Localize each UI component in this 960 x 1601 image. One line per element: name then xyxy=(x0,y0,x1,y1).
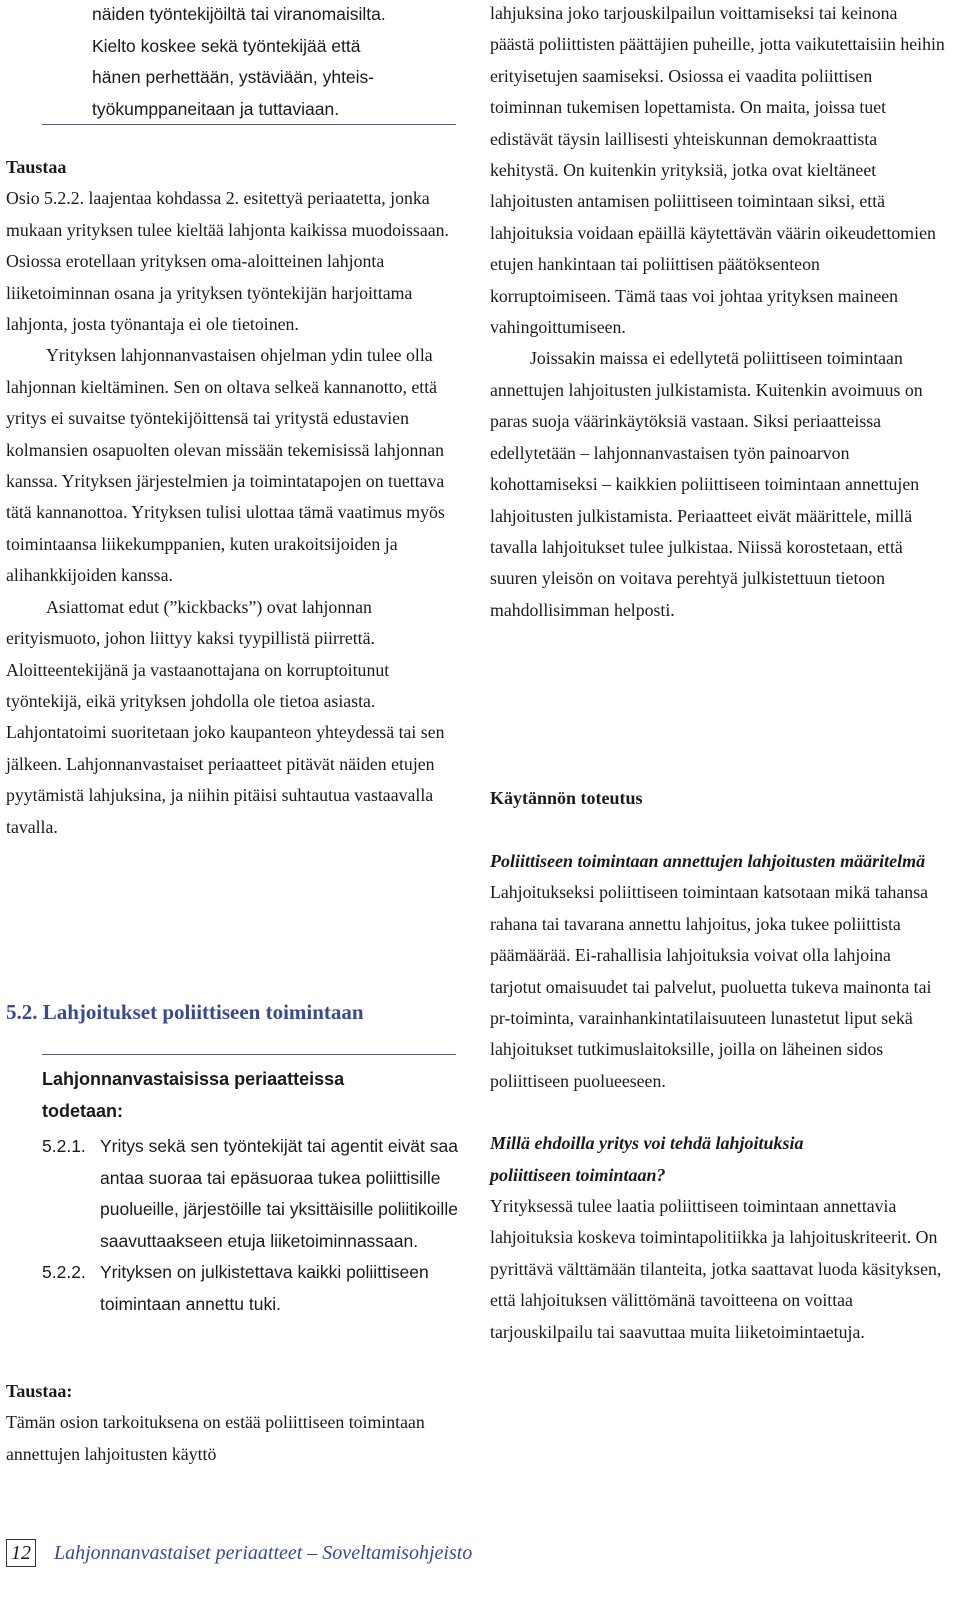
left-body xyxy=(6,152,458,843)
top-box-line: työkumppaneitaan ja tuttaviaan. xyxy=(92,98,340,119)
left-paragraph-2: Yrityksen lahjonnanvastaisen ohjelman ydin tulee olla lahjonnan kieltäminen. Sen on oltava selkeä kannanotto, että yritys ei suvaitse työntekijöittensä tai yritystä edustavien kolmansien osapuolten olevan missään tekemisissä lahjonnan kanssa. Yrityksen järjestelmien ja toimintatapojen on tuettava tätä kannanottoa. Yrityksen tulisi ulottaa tämä vaatimus myös toimintaansa liikekumppanien, kuten urakoitsijoiden ja alihankkijoiden kanssa. xyxy=(6,345,445,586)
principle-item-text: Yrityksen on julkistettava kaikki poliittiseen toimintaan annettu tuki. xyxy=(100,1262,429,1314)
conditions-subheading: Millä ehdoilla yritys voi tehdä lahjoituksia poliittiseen toimintaan? xyxy=(490,1133,804,1185)
section-rule xyxy=(42,1054,456,1055)
principle-item-number: 5.2.1. xyxy=(42,1136,86,1156)
right-paragraph-2: Joissakin maissa ei edellytetä poliittiseen toimintaan annettujen lahjoitusten julkistamista. Kuitenkin avoimuus on paras suoja väärinkäytöksiä vastaan. Siksi periaatteissa edellytetään – lahjonnanvastaisen työn painoarvon kohottamiseksi – kaikkien poliittiseen toimintaan annettujen lahjoitusten julkistamista. Periaatteet eivät määrittele, millä tavalla lahjoitukset tulee julkistaa. Niissä korostetaan, että suuren yleisön on voitava perehtyä julkistettuun tietoon mahdollisimman helposti. xyxy=(490,348,923,620)
principle-item-text: Yritys sekä sen työntekijät tai agentit eivät saa antaa suoraa tai epäsuoraa tukea poliittisille puolueille, järjestöille tai yksittäisille poliitikoille saavuttaakseen etuja liiketoiminnassaan. xyxy=(100,1136,458,1251)
right-paragraph-1: lahjuksina joko tarjouskilpailun voittamiseksi tai keinona päästä poliittisten päättäjien puheille, jotta vaikutettaisiin heihin erityisetujen saamiseksi. Osiossa ei vaadita poliittisen toiminnan tukemisen lopettamista. On maita, joissa tuet edistävät täysin laillisesti yhteiskunnan demokraattista kehitystä. On kuitenkin yrityksiä, jotka ovat kieltäneet lahjoitusten antamisen poliittiseen toimintaan siksi, että lahjoituksia voidaan epäillä käytettävän väärin oikeudettomien etujen hankintaan tai poliittisen päätöksenteon korruptoimiseen. Tämä taas voi johtaa yrityksen maineen vahingoittumiseen. xyxy=(490,3,945,338)
principle-item-number: 5.2.2. xyxy=(42,1262,86,1282)
taustaa-heading-2: Taustaa: xyxy=(6,1381,73,1401)
right-body xyxy=(490,0,945,626)
kaytannon-toteutus-heading: Käytännön toteutus xyxy=(490,788,643,808)
left-paragraph-1: Osio 5.2.2. laajentaa kohdassa 2. esitettyä periaatetta, jonka mukaan yrityksen tulee kieltää lahjonta kaikissa muodoissaan. Osiossa erotellaan yrityksen oma-aloitteinen lahjonta liiketoiminnan osana ja yrityksen työntekijän harjoittama lahjonta, josta työnantaja ei ole tietoinen. xyxy=(6,188,449,335)
taustaa-heading: Taustaa xyxy=(6,157,67,177)
right-lower xyxy=(490,846,945,1348)
left-paragraph-4: Tämän osion tarkoituksena on estää poliittiseen toimintaan annettujen lahjoitusten käyttö xyxy=(6,1412,425,1464)
top-box-line: Kielto koskee sekä työntekijää että xyxy=(92,35,361,56)
page-number: 12 xyxy=(6,1539,36,1567)
footer-title: Lahjonnanvastaiset periaatteet – Soveltamisohjeisto xyxy=(54,1541,473,1564)
right-paragraph-4: Yrityksessä tulee laatia poliittiseen toimintaan annettavia lahjoituksia koskeva toimintapolitiikka ja lahjoituskriteerit. On pyrittävä välttämään tilanteita, jotka saattavat luoda käsityksen, että lahjoituksen välittömänä tavoitteena on voittaa tarjouskilpailu tai saavuttaa muita liiketoimintaetuja. xyxy=(490,1196,942,1342)
left-bottom xyxy=(6,1376,446,1470)
principles-box-heading: Lahjonnanvastaisissa periaatteissa todetaan: xyxy=(42,1069,345,1121)
top-box xyxy=(92,0,462,125)
top-box-rule xyxy=(42,124,456,125)
section-title: 5.2. Lahjoitukset poliittiseen toimintaan xyxy=(6,1000,364,1024)
definition-subheading: Poliittiseen toimintaan annettujen lahjoitusten määritelmä xyxy=(490,851,926,871)
principle-item xyxy=(42,1131,458,1257)
left-paragraph-3: Asiattomat edut (”kickbacks”) ovat lahjonnan erityismuoto, johon liittyy kaksi tyypillistä piirrettä. Aloitteentekijänä ja vastaanottajana on korruptoitunut työntekijä, eikä yrityksen johdolla ole tietoa asiasta. Lahjontatoimi suoritetaan joko kaupanteon yhteydessä tai sen jälkeen. Lahjonnanvastaiset periaatteet pitävät näiden etujen pyytämistä lahjuksina, ja niihin pitäisi suhtautua vastaavalla tavalla. xyxy=(6,596,445,837)
principle-item xyxy=(42,1257,458,1320)
top-box-line: näiden työntekijöiltä tai viranomaisilta. xyxy=(92,4,386,24)
page-footer xyxy=(6,1533,472,1573)
top-box-line: hänen perhettään, ystäviään, yhteis- xyxy=(92,67,375,87)
right-paragraph-3: Lahjoitukseksi poliittiseen toimintaan katsotaan mikä tahansa rahana tai tavarana annettu lahjoitus, joka tukee poliittista päämäärää. Ei-rahallisia lahjoituksia voivat olla lahjoina tarjotut omaisuudet tai palvelut, puoluetta tukeva mainonta tai pr-toiminta, varainhankintatilaisuuteen lunastetut liput sekä lahjoitukset tutkimuslaitoksille, joilla on läheinen sidos poliittiseen puolueeseen. xyxy=(490,882,932,1091)
principles-box xyxy=(42,1064,458,1320)
